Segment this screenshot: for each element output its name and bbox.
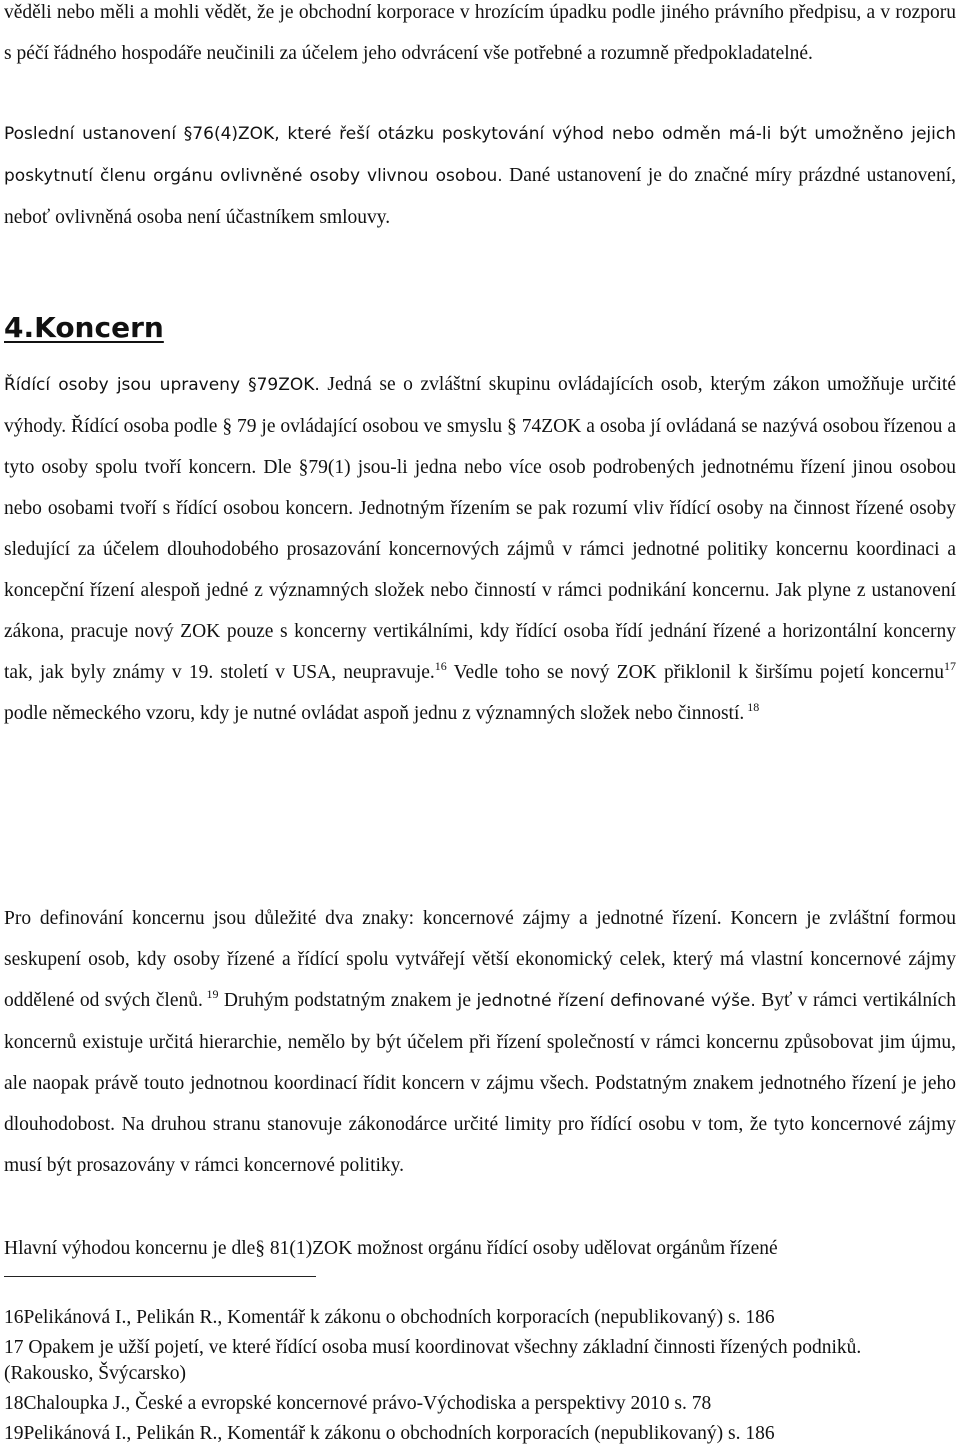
paragraph-3 — [4, 364, 956, 734]
footnote-ref-19[interactable]: 19 — [202, 986, 219, 1001]
footnote-ref-17[interactable]: 17 — [944, 658, 956, 673]
paragraph-4 — [4, 898, 956, 1186]
paragraph-3-part-a: Řídící osoby jsou upraveny §79ZOK. — [4, 375, 320, 395]
footnote-ref-16[interactable]: 16 — [434, 658, 447, 673]
footnotes-list — [4, 1305, 956, 1451]
footnote-19: 19Pelikánová I., Pelikán R., Komentář k zákonu o obchodních korporacích (nepublikovaný) s. 186 — [4, 1423, 775, 1444]
paragraph-2-part-b: Dané ustanovení je do značné míry prázdné ustanovení, neboť ovlivněná osoba není účastníkem smlouvy. — [4, 165, 957, 228]
paragraph-2-part-a: Poslední ustanovení §76(4)ZOK, které řeší otázku poskytování výhod nebo odměn má-li být umožněno jejich poskytnutí členu orgánu ovlivněné osoby vlivnou osobou. — [4, 124, 956, 186]
paragraph-5: Hlavní výhodou koncernu je dle§ 81(1)ZOK možnost orgánu řídící osoby udělovat orgánům řízené — [4, 1238, 778, 1259]
footnote-18: 18Chaloupka J., České a evropské koncernové právo-Východiska a perspektivy 2010 s. 78 — [4, 1393, 712, 1414]
paragraph-2 — [4, 114, 956, 239]
footnote-divider — [4, 1276, 316, 1277]
paragraph-4-part-b: Druhým podstatným znakem je — [218, 990, 477, 1011]
section-heading: 4.Koncern — [4, 311, 164, 344]
footnote-ref-18[interactable]: 18 — [744, 699, 760, 714]
paragraph-1: věděli nebo měli a mohli vědět, že je obchodní korporace v hrozícím úpadku podle jiného právního předpisu, a v rozporu s péčí řádného hospodáře neučinili za účelem jeho odvrácení vše potřebné a rozumně předpokladatelné. — [4, 2, 956, 64]
footnote-16: 16Pelikánová I., Pelikán R., Komentář k zákonu o obchodních korporacích (nepublikovaný) s. 186 — [4, 1307, 775, 1328]
paragraph-4-part-c: jednotné řízení definované výše. — [476, 991, 756, 1011]
footnote-17: 17 Opakem je užší pojetí, ve které řídící osoba musí koordinovat všechny základní činnosti řízených podniků. (Rakousko, Švýcarsko) — [4, 1337, 862, 1384]
paragraph-4-part-a: Pro definování koncernu jsou důležité dva znaky: koncernové zájmy a jednotné řízení. Koncern je zvláštní formou seskupení osob, kdy osoby řízené a řídící spolu vytvářejí větší ekonomický celek, který má vlastní koncernové zájmy oddělené od svých členů. — [4, 908, 956, 1011]
paragraph-4-part-d: Byť v rámci vertikálních koncernů existuje určitá hierarchie, nemělo by být účelem při řízení společností v rámci koncernu způsobovat jim újmu, ale naopak právě touto jednotnou koordinací řídit koncern v zájmu všech. Podstatným znakem jednotného řízení je jeho dlouhodobost. Na druhou stranu stanovuje zákonodárce určité limity pro řídící osobu v tom, že tyto koncernové zájmy musí být prosazovány v rámci koncernové politiky. — [4, 990, 957, 1176]
paragraph-3-part-e: podle německého vzoru, kdy je nutné ovládat aspoň jednu z významných složek nebo činností. — [4, 703, 745, 724]
paragraph-3-part-b: Jedná se o zvláštní skupinu ovládajících osob, kterým zákon umožňuje určité výhody. — [4, 374, 956, 437]
paragraph-3-part-d: Vedle toho se nový ZOK přiklonil k širšímu pojetí koncernu — [446, 662, 944, 683]
paragraph-3-part-c: Řídící osoba podle § 79 je ovládající osobou ve smyslu § 74ZOK a osoba jí ovládaná se nazývá osobou řízenou a tyto osoby spolu tvoří koncern. Dle §79(1) jsou-li jedna nebo více osob podrobených jednotnému řízení jinou osobou nebo osobami tvoří s řídící osobou koncern. Jednotným řízením se pak rozumí vliv řídící osoby na činnost řízené osoby sledující za účelem dlouhodobého prosazování koncernových zájmů v rámci jednotné politiky koncernu koordinaci a koncepční řízení alespoň jedné z významných složek nebo činností v rámci podnikání koncernu. Jak plyne z ustanovení zákona, pracuje nový ZOK pouze s koncerny vertikálními, kdy řídící osoba řídí jednání řízené a horizontální koncerny tak, jak byly známy v 19. století v USA, neupravuje. — [4, 416, 956, 683]
